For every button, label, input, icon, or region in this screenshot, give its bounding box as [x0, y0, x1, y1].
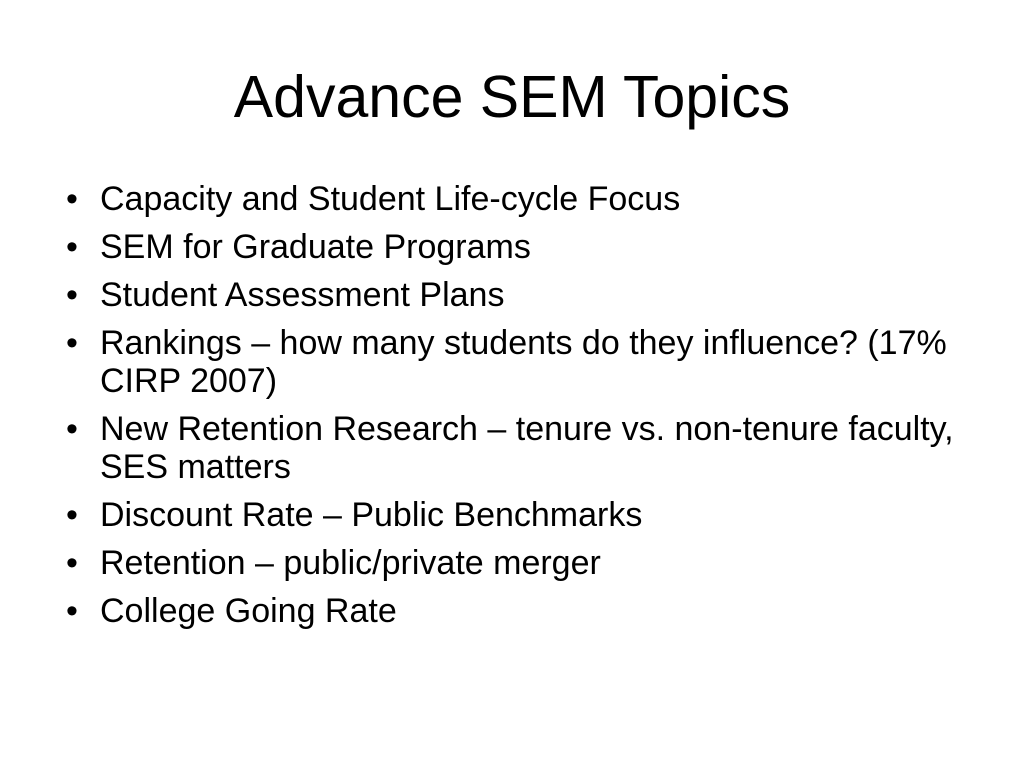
bullet-item-retention-merger: [62, 544, 962, 582]
bullet-item-discount-rate: [62, 496, 962, 534]
bullet-text: Rankings – how many students do they influence? (17% CIRP 2007): [100, 324, 947, 400]
bullet-text: Student Assessment Plans: [100, 276, 505, 314]
slide-title: Advance SEM Topics: [233, 64, 791, 130]
bullet-item-capacity: [62, 180, 962, 218]
bullet-text: SEM for Graduate Programs: [100, 228, 531, 266]
bullet-item-rankings: [62, 324, 962, 400]
bullet-dot-icon: •: [66, 496, 78, 534]
bullet-text: Capacity and Student Life-cycle Focus: [100, 180, 681, 218]
bullet-list: [62, 180, 962, 640]
bullet-item-graduate-programs: [62, 228, 962, 266]
bullet-dot-icon: •: [66, 324, 78, 362]
bullet-dot-icon: •: [66, 592, 78, 630]
bullet-text: New Retention Research – tenure vs. non-tenure faculty, SES matters: [100, 410, 954, 486]
bullet-dot-icon: •: [66, 228, 78, 266]
bullet-item-college-going-rate: [62, 592, 962, 630]
bullet-dot-icon: •: [66, 180, 78, 218]
bullet-dot-icon: •: [66, 276, 78, 314]
bullet-item-assessment-plans: [62, 276, 962, 314]
bullet-item-retention-research: [62, 410, 962, 486]
bullet-text: Discount Rate – Public Benchmarks: [100, 496, 643, 534]
bullet-text: College Going Rate: [100, 592, 397, 630]
bullet-text: Retention – public/private merger: [100, 544, 601, 582]
bullet-dot-icon: •: [66, 544, 78, 582]
bullet-dot-icon: •: [66, 410, 78, 448]
